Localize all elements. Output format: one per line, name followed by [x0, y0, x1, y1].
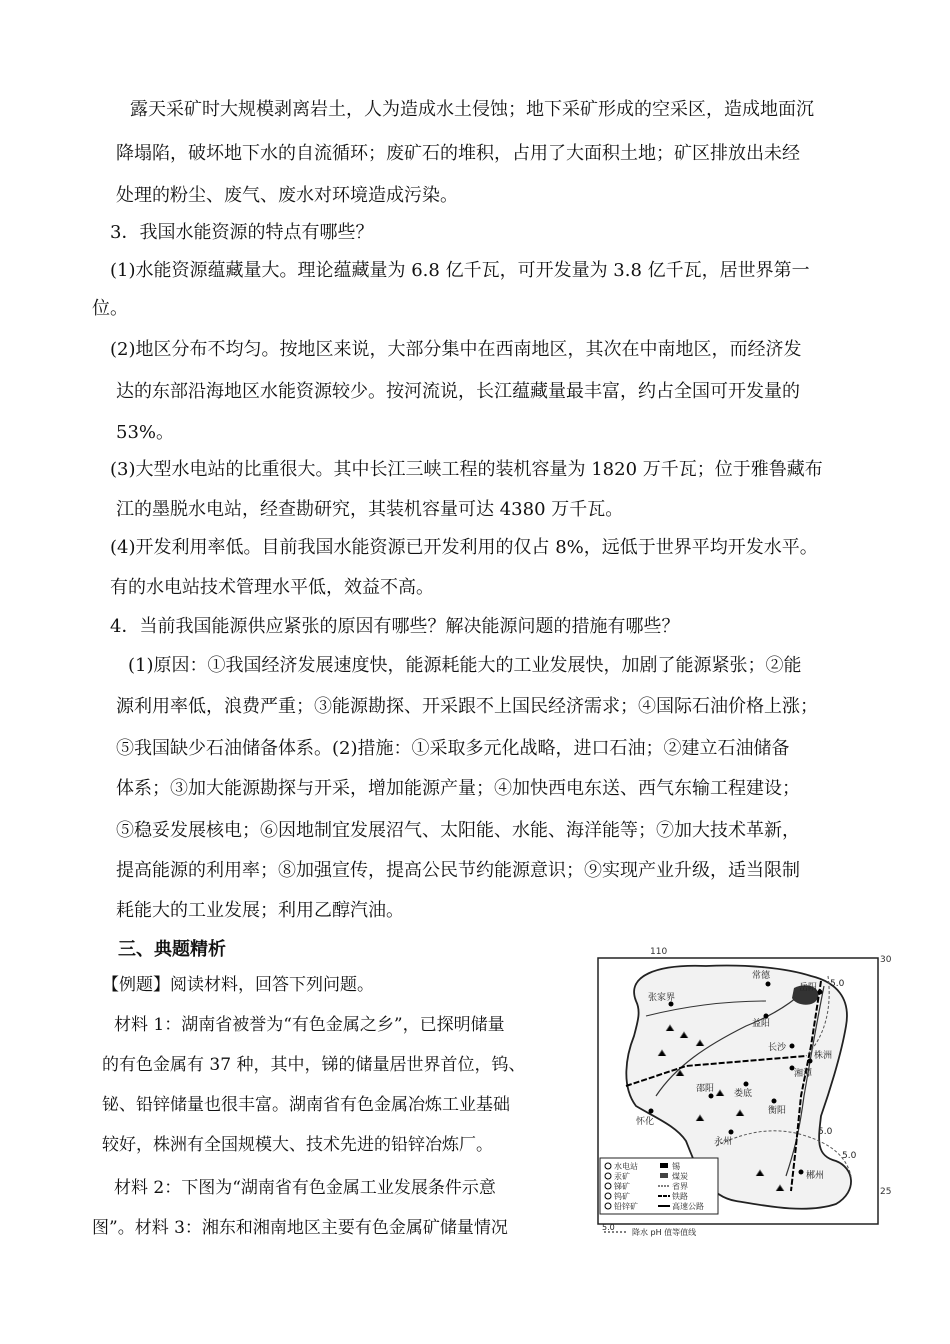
paragraph-line: ⑤我国缺少石油储备体系。(2)措施：①采取多元化战略，进口石油；②建立石油储备: [116, 738, 790, 759]
lon-tick-label: 110: [650, 947, 668, 957]
svg-text:煤炭: 煤炭: [672, 1172, 688, 1181]
city-label: 株洲: [814, 1051, 833, 1061]
question-heading: 4．当前我国能源供应紧张的原因有哪些？解决能源问题的措施有哪些？: [110, 616, 680, 637]
example-line: 铋、铅锌储量也很丰富。湖南省有色金属冶炼工业基础: [102, 1095, 510, 1115]
svg-text:锡: 锡: [672, 1162, 680, 1171]
city-label: 湘潭: [794, 1069, 813, 1079]
question-heading: 3．我国水能资源的特点有哪些？: [110, 222, 374, 243]
paragraph-line: 位。: [92, 298, 128, 319]
paragraph-line: (1)水能资源蕴藏量大。理论蕴藏量为 6.8 亿千瓦，可开发量为 3.8 亿千瓦，居世界第一: [110, 260, 810, 281]
paragraph-line: (4)开发利用率低。目前我国水能资源已开发利用的仅占 8%，远低于世界平均开发水平。: [110, 537, 818, 558]
city-dot: [772, 1099, 777, 1104]
legend-isoline-label: 降水 pH 值等值线: [632, 1228, 697, 1237]
city-dot: [799, 1170, 804, 1175]
example-line: 较好，株洲有全国规模大、技术先进的铅锌冶炼厂。: [102, 1135, 493, 1155]
ph-value-label: 5.0: [830, 979, 845, 989]
city-dot: [808, 1059, 813, 1064]
paragraph-line: 有的水电站技术管理水平低，效益不高。: [110, 577, 434, 598]
svg-text:汞矿: 汞矿: [614, 1172, 630, 1181]
map-svg: [596, 946, 892, 1246]
city-label: 郴州: [806, 1171, 825, 1181]
city-label: 长沙: [768, 1043, 787, 1053]
city-label: 张家界: [648, 993, 676, 1003]
section-title: 三、典题精析: [118, 939, 226, 960]
example-line: 材料 1：湖南省被誉为“有色金属之乡”，已探明储量: [114, 1015, 505, 1035]
city-label: 常德: [752, 971, 771, 981]
paragraph-line: 提高能源的利用率；⑧加强宣传，提高公民节约能源意识；⑨实现产业升级，适当限制: [116, 860, 800, 881]
paragraph-line: (3)大型水电站的比重很大。其中长江三峡工程的装机容量为 1820 万千瓦；位于雅鲁藏布: [110, 459, 823, 480]
paragraph-line: 降塌陷，破坏地下水的自流循环；废矿石的堆积，占用了大面积土地；矿区排放出未经: [116, 143, 800, 164]
svg-text:铁路: 铁路: [672, 1192, 688, 1201]
paragraph-line: (2)地区分布不均匀。按地区来说，大部分集中在西南地区，其次在中南地区，而经济发: [110, 339, 802, 360]
svg-text:钨矿: 钨矿: [614, 1192, 630, 1201]
svg-text:水电站: 水电站: [614, 1162, 638, 1171]
city-dot: [764, 1014, 769, 1019]
paragraph-line: 体系；③加大能源勘探与开采，增加能源产量；④加快西电东送、西气东输工程建设；: [116, 778, 800, 799]
svg-text:省界: 省界: [672, 1182, 688, 1191]
svg-text:锑矿: 锑矿: [614, 1182, 630, 1191]
paragraph-line: 源利用率低，浪费严重；③能源勘探、开采跟不上国民经济需求；④国际石油价格上涨；: [116, 696, 818, 717]
paragraph-line: (1)原因：①我国经济发展速度快，能源耗能大的工业发展快，加剧了能源紧张；②能: [128, 655, 802, 676]
paragraph-line: 53%。: [116, 422, 175, 443]
lat-tick-label: 30: [880, 955, 892, 965]
hunan-map-figure: [596, 946, 892, 1246]
paragraph-line: 耗能大的工业发展；利用乙醇汽油。: [116, 900, 404, 921]
svg-text:铅锌矿: 铅锌矿: [614, 1202, 638, 1211]
city-dot: [709, 1094, 714, 1099]
lat-tick-label: 25: [880, 1187, 892, 1197]
city-label: 益阳: [752, 1019, 771, 1029]
city-label: 邵阳: [696, 1084, 715, 1094]
city-dot: [744, 1082, 749, 1087]
legend-isoline-value: 5.0: [602, 1223, 615, 1232]
city-dot: [790, 1044, 795, 1049]
city-label: 永州: [714, 1137, 733, 1147]
paragraph-line: 达的东部沿海地区水能资源较少。按河流说，长江蕴藏量最丰富，约占全国可开发量的: [116, 381, 800, 402]
example-line: 图”。材料 3：湘东和湘南地区主要有色金属矿储量情况: [92, 1218, 508, 1238]
example-line: 材料 2：下图为“湖南省有色金属工业发展条件示意: [114, 1178, 496, 1198]
city-dot: [649, 1109, 654, 1114]
example-line: 的有色金属有 37 种，其中，锑的储量居世界首位，钨、: [102, 1055, 526, 1075]
city-label: 衡阳: [768, 1106, 787, 1116]
svg-text:高速公路: 高速公路: [672, 1202, 704, 1211]
city-dot: [818, 990, 823, 995]
city-label: 怀化: [636, 1117, 655, 1127]
ph-value-label: 5.0: [818, 1127, 833, 1137]
paragraph-line: 露天采矿时大规模剥离岩土，人为造成水土侵蚀；地下采矿形成的空采区，造成地面沉: [130, 99, 814, 120]
example-line: 【例题】阅读材料，回答下列问题。: [102, 975, 374, 995]
paragraph-line: ⑤稳妥发展核电；⑥因地制宜发展沼气、太阳能、水能、海洋能等；⑦加大技术革新，: [116, 820, 800, 841]
paragraph-line: 处理的粉尘、废气、废水对环境造成污染。: [116, 185, 458, 206]
ph-value-label: 5.0: [842, 1151, 857, 1161]
city-label: 岳阳: [799, 983, 818, 993]
city-dot: [766, 982, 771, 987]
city-dot: [729, 1130, 734, 1135]
city-label: 娄底: [734, 1089, 753, 1099]
paragraph-line: 江的墨脱水电站，经查勘研究，其装机容量可达 4380 万千瓦。: [116, 499, 624, 520]
